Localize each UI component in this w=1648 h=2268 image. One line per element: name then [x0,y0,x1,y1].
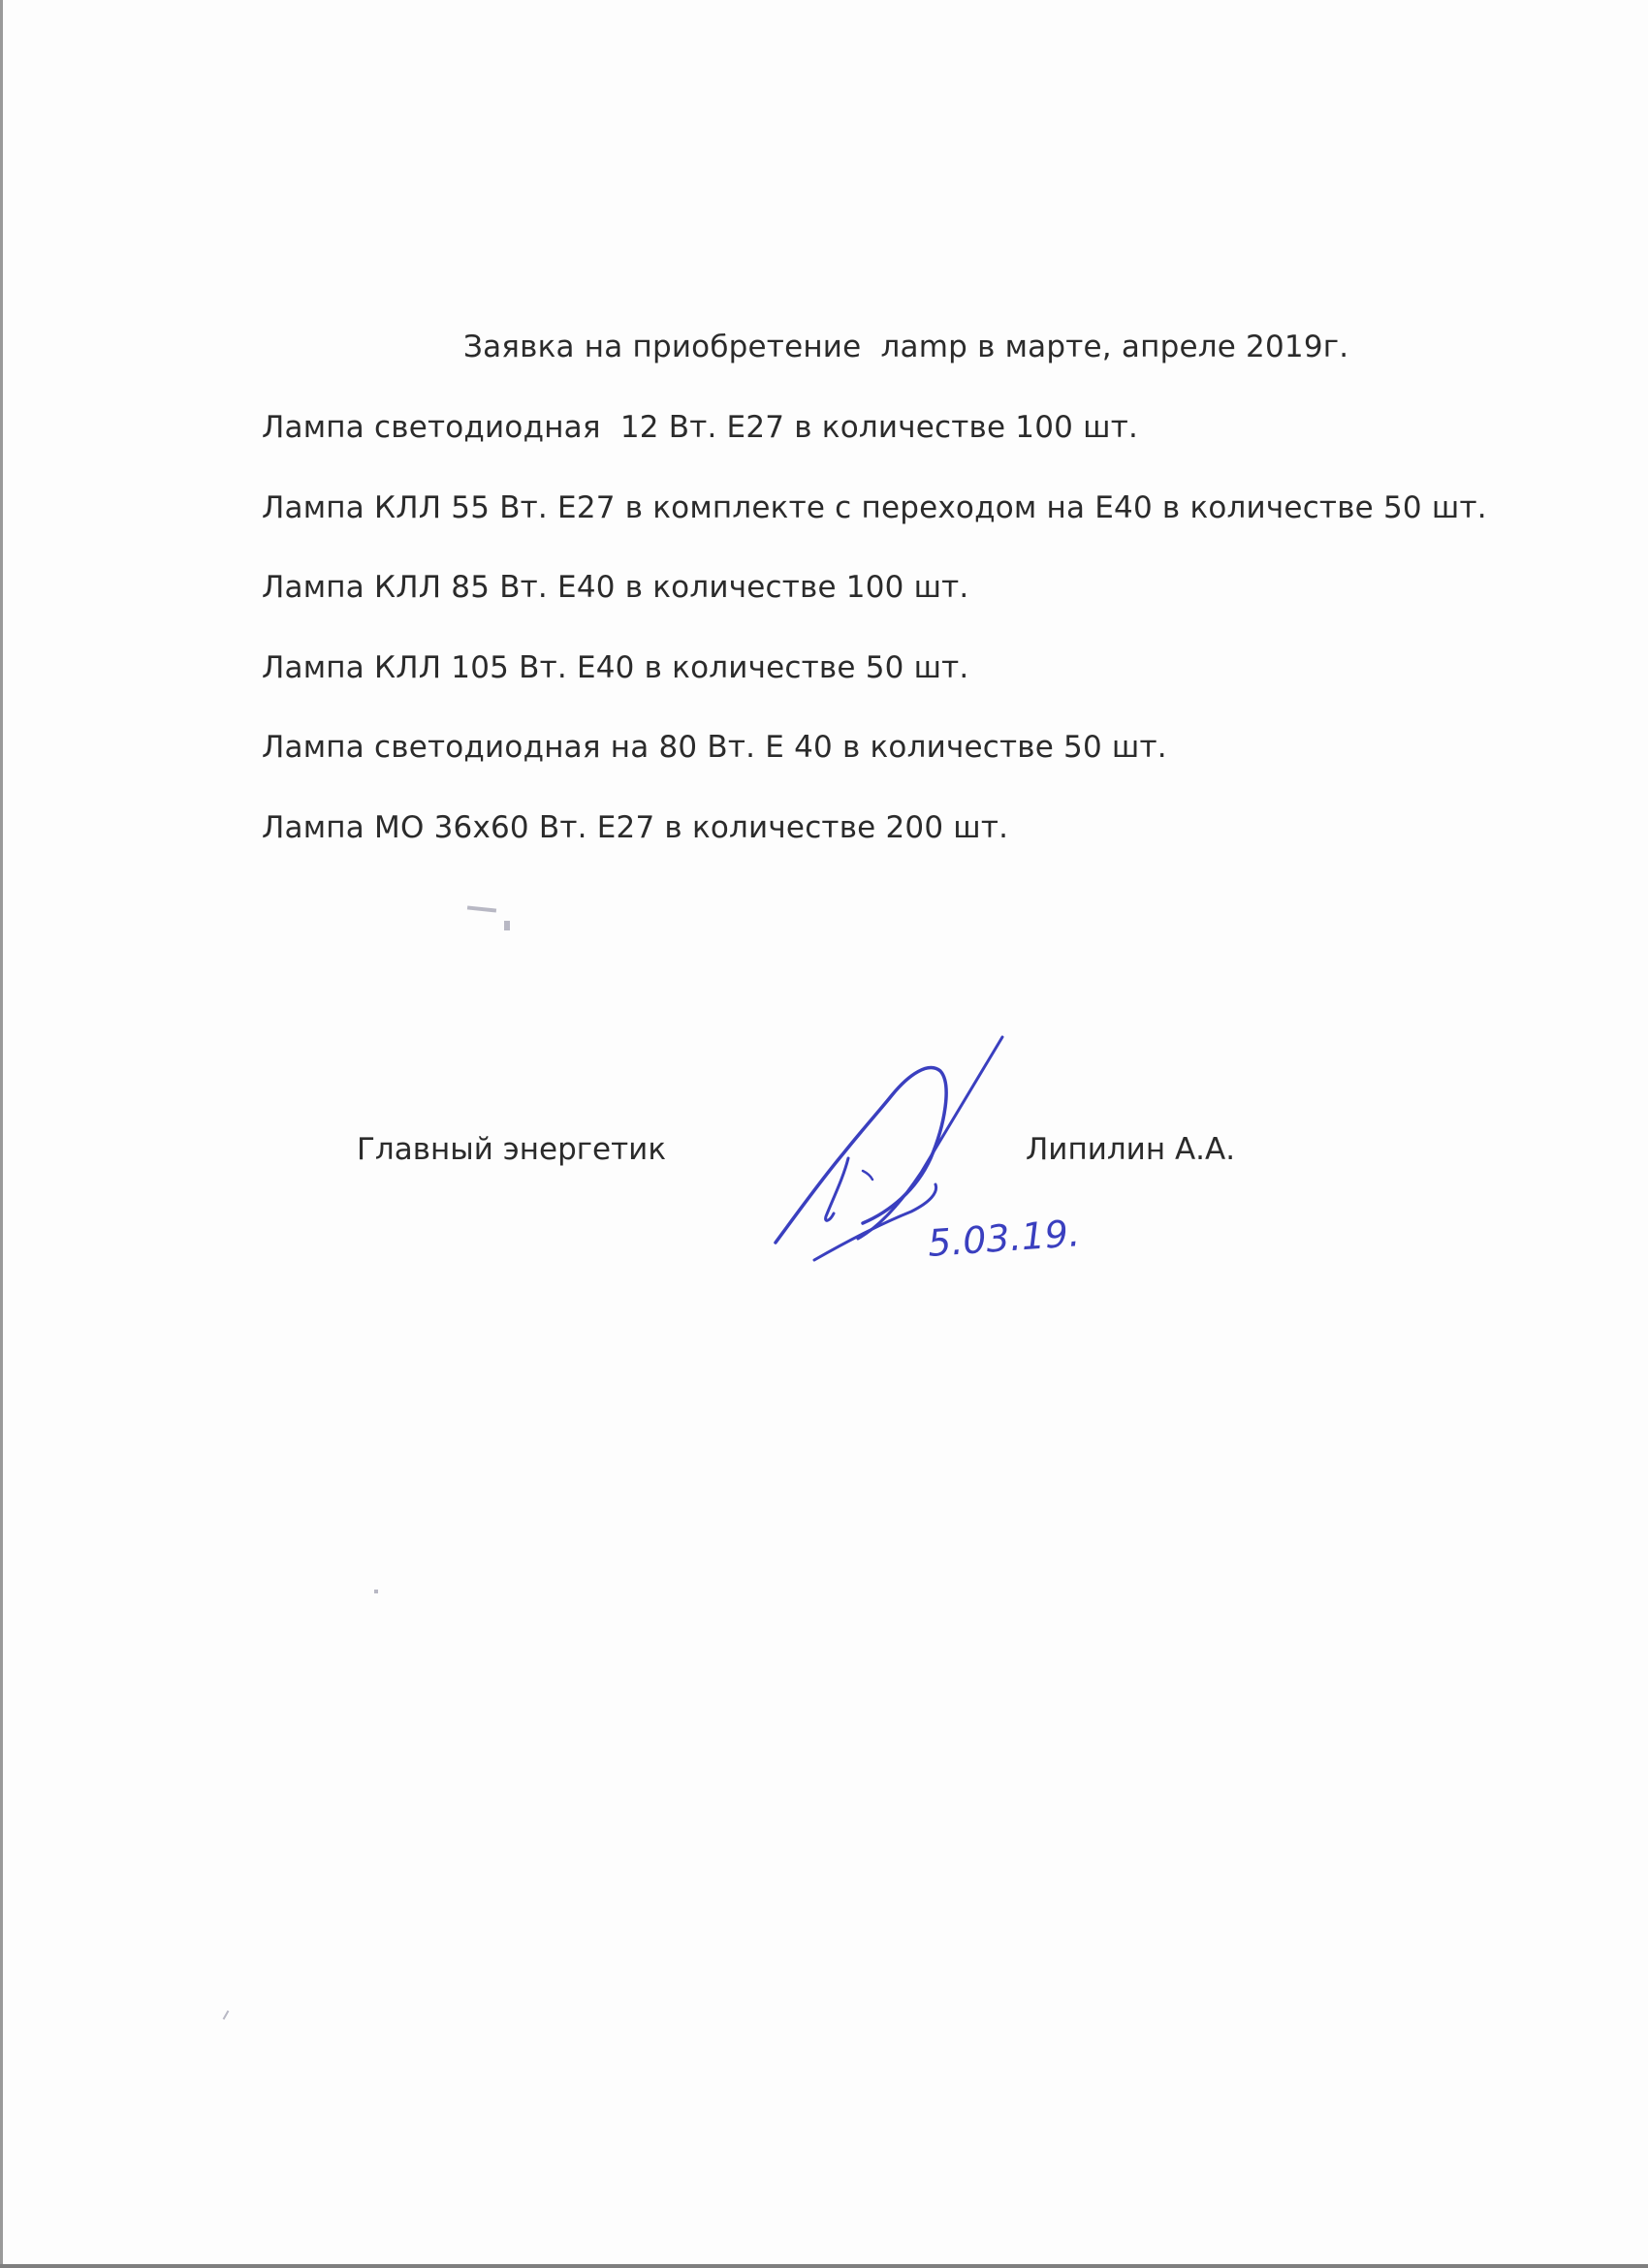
scan-edge-bottom [0,2264,1648,2268]
scan-speck [467,905,496,912]
lamp-request-line: Лампа КЛЛ 105 Вт. Е40 в количестве 50 шт. [262,650,969,685]
document-title: Заявка на приобретение лamp в марте, апреле 2019г. [463,330,1349,364]
signer-name: Липилин А.А. [1026,1132,1236,1167]
lamp-request-line: Лампа КЛЛ 55 Вт. Е27 в комплекте с переходом на Е40 в количестве 50 шт. [262,490,1487,525]
signature-stroke [814,1184,936,1260]
signature-stroke [826,1158,848,1220]
scan-speck [223,2010,230,2020]
lamp-request-line: Лампа КЛЛ 85 Вт. Е40 в количестве 100 шт. [262,570,969,605]
scan-speck [504,921,510,930]
handwritten-signature [766,1018,1115,1270]
lamp-request-line: Лампа светодиодная на 80 Вт. Е 40 в количестве 50 шт. [262,730,1167,765]
signature-stroke [863,1171,872,1180]
handwritten-date: 5.03.19. [926,1212,1082,1265]
scan-edge-left [0,0,3,2268]
signer-position: Главный энергетик [357,1132,667,1167]
lamp-request-line: Лампа МО 36х60 Вт. Е27 в количестве 200 шт. [262,810,1009,845]
signature-stroke [776,1068,946,1243]
lamp-request-line: Лампа светодиодная 12 Вт. Е27 в количестве 100 шт. [262,410,1139,445]
scan-speck [374,1590,378,1593]
